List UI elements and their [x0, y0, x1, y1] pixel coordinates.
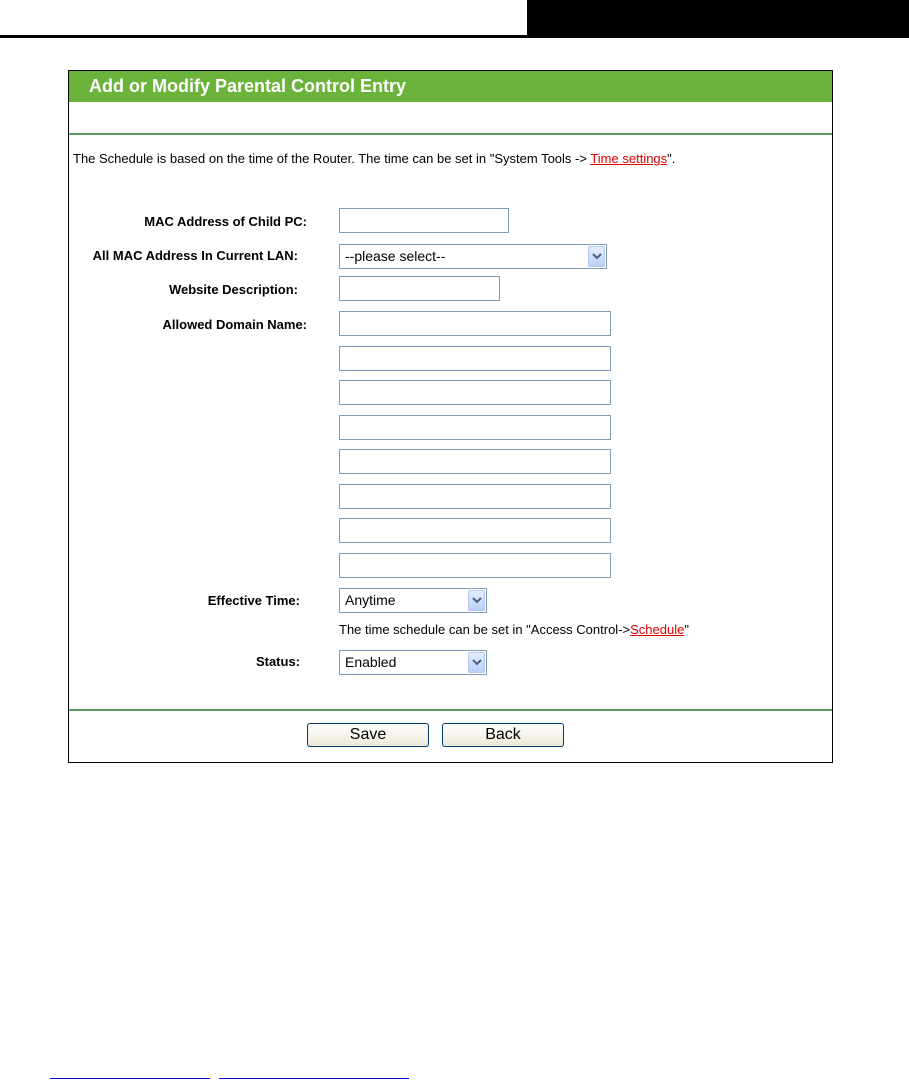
status-selected: Enabled: [345, 654, 397, 670]
domain-input[interactable]: [339, 346, 611, 371]
website-desc-input[interactable]: [339, 276, 500, 301]
save-button[interactable]: Save: [307, 723, 429, 747]
domain-input[interactable]: [339, 484, 611, 509]
domain-input[interactable]: [339, 518, 611, 543]
panel-title: Add or Modify Parental Control Entry: [69, 71, 832, 102]
effective-time-selected: Anytime: [345, 592, 396, 608]
footer-link-underline[interactable]: [219, 1078, 409, 1079]
effective-time-select[interactable]: [339, 588, 487, 613]
schedule-note-suffix: ".: [667, 151, 676, 166]
footer-divider: [69, 709, 832, 711]
status-label: Status:: [255, 654, 300, 669]
effective-time-label: Effective Time:: [207, 593, 300, 608]
parental-control-panel: [68, 70, 833, 763]
allowed-domain-label: Allowed Domain Name:: [162, 317, 307, 332]
schedule-hint-suffix: ": [684, 622, 689, 637]
chevron-down-icon[interactable]: [468, 590, 485, 611]
schedule-hint: [339, 622, 689, 637]
footer-link-underline[interactable]: [50, 1078, 210, 1079]
back-button[interactable]: Back: [442, 723, 564, 747]
all-mac-label: All MAC Address In Current LAN:: [92, 248, 298, 263]
status-select[interactable]: [339, 650, 487, 675]
time-settings-link[interactable]: Time settings: [590, 151, 668, 166]
top-rule: [0, 35, 909, 38]
domain-input[interactable]: [339, 553, 611, 578]
schedule-note-text: The Schedule is based on the time of the Router. The time can be set in "System Tools ->: [73, 151, 591, 166]
all-mac-selected: --please select--: [345, 248, 446, 264]
all-mac-select[interactable]: [339, 244, 607, 269]
domain-input[interactable]: [339, 311, 611, 336]
domain-input[interactable]: [339, 415, 611, 440]
mac-child-label: MAC Address of Child PC:: [144, 214, 307, 229]
schedule-hint-text: The time schedule can be set in "Access Control->: [339, 622, 631, 637]
top-black-bar: [527, 0, 909, 38]
header-divider: [69, 133, 832, 135]
website-desc-label: Website Description:: [168, 282, 298, 297]
domain-input[interactable]: [339, 380, 611, 405]
chevron-down-icon[interactable]: [468, 652, 485, 673]
domain-input[interactable]: [339, 449, 611, 474]
mac-child-input[interactable]: [339, 208, 509, 233]
schedule-link[interactable]: Schedule: [630, 622, 685, 637]
schedule-note: [73, 151, 675, 166]
chevron-down-icon[interactable]: [588, 246, 605, 267]
